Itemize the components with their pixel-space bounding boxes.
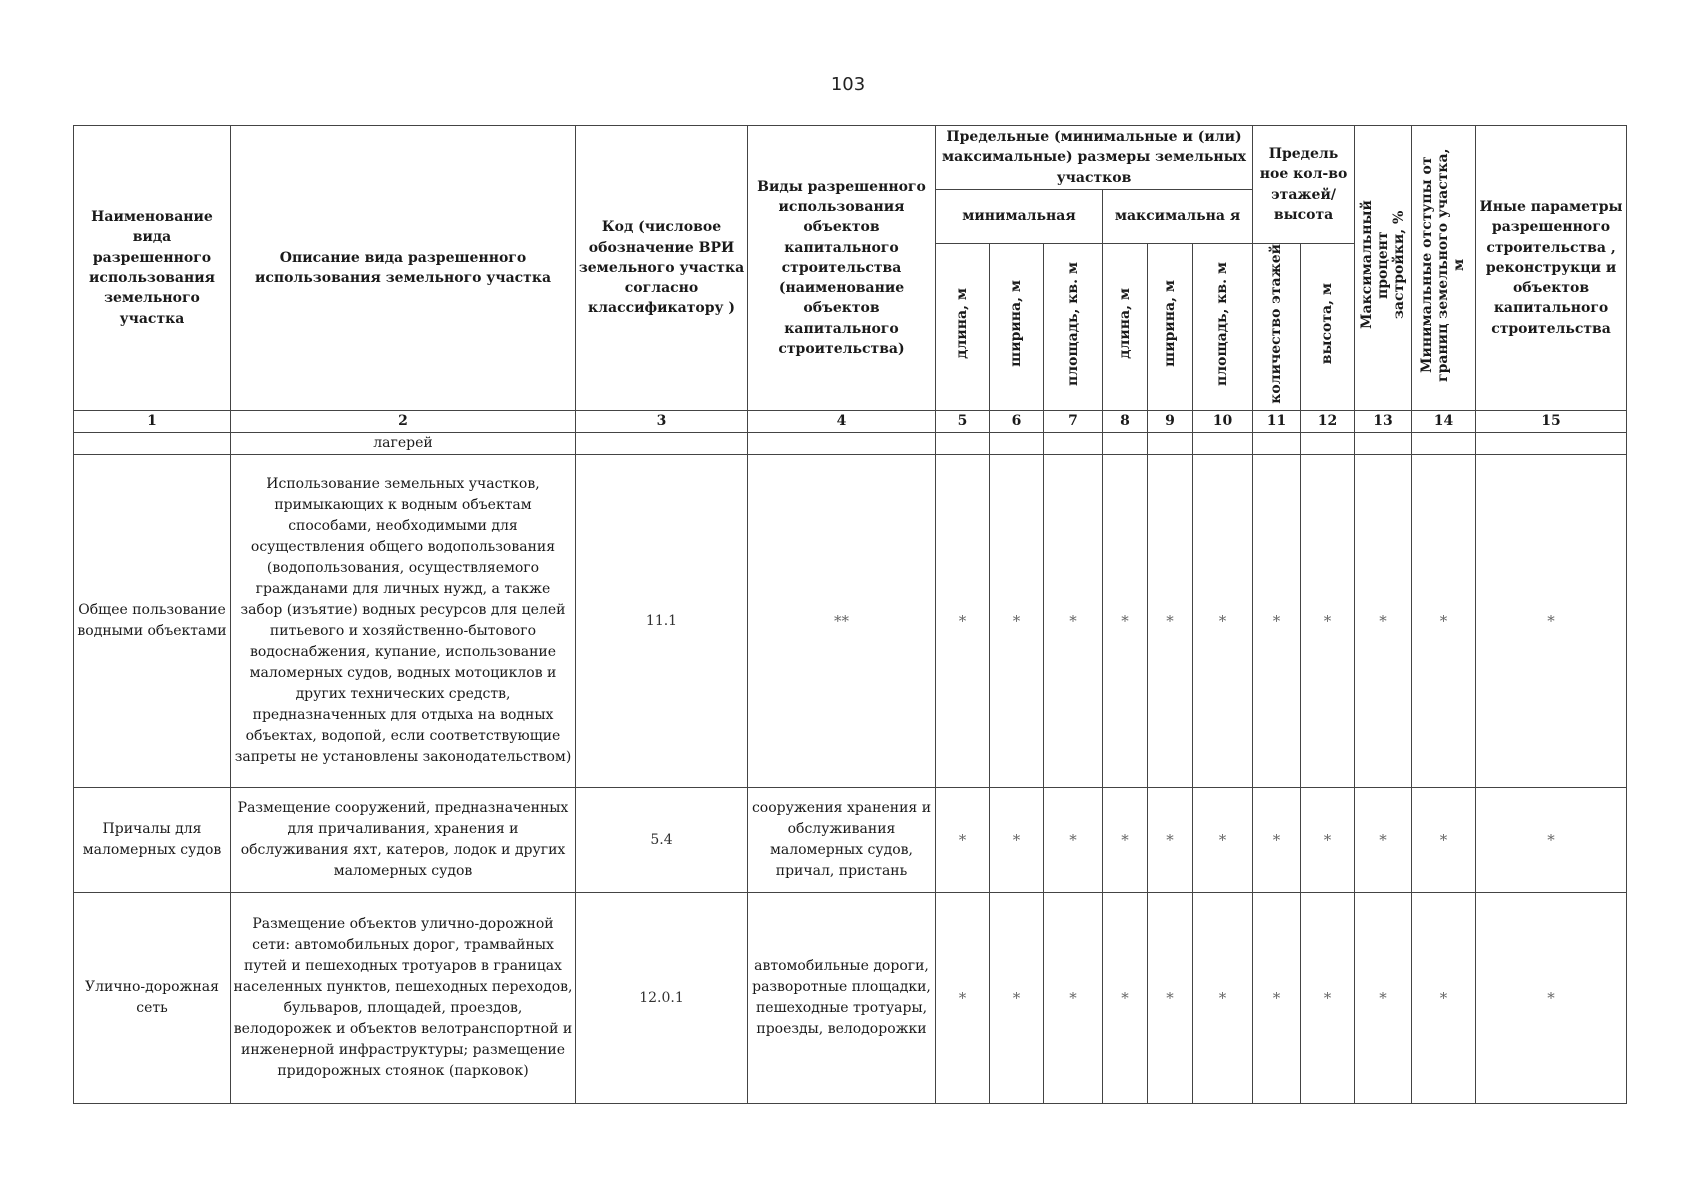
empty-cell bbox=[1193, 433, 1253, 455]
column-number: 5 bbox=[936, 411, 990, 433]
row-code: 5.4 bbox=[576, 788, 748, 893]
column-number: 7 bbox=[1044, 411, 1103, 433]
column-number: 3 bbox=[576, 411, 748, 433]
param-cell: * bbox=[1044, 455, 1103, 788]
param-cell: * bbox=[1476, 455, 1627, 788]
header-plot-size-group: Предельные (минимальные и (или) максимальные) размеры земельных участков bbox=[936, 126, 1253, 190]
continuation-row bbox=[74, 433, 1627, 455]
empty-cell bbox=[576, 433, 748, 455]
header-code: Код (числовое обозначение ВРИ земельного участка согласно классификатору ) bbox=[576, 126, 748, 411]
column-number: 12 bbox=[1301, 411, 1355, 433]
table-row bbox=[74, 788, 1627, 893]
continuation-description: лагерей bbox=[231, 433, 576, 455]
param-cell: * bbox=[1253, 788, 1301, 893]
param-cell: * bbox=[1148, 455, 1193, 788]
header-max-width-cell bbox=[1148, 244, 1193, 411]
header-max-length: длина, м bbox=[1116, 288, 1133, 360]
param-cell: * bbox=[1148, 788, 1193, 893]
param-cell: * bbox=[1044, 893, 1103, 1104]
header-max-width: ширина, м bbox=[1161, 280, 1178, 368]
row-code: 12.0.1 bbox=[576, 893, 748, 1104]
param-cell: * bbox=[990, 788, 1044, 893]
column-number: 14 bbox=[1412, 411, 1476, 433]
row-name: Общее пользование водными объектами bbox=[74, 455, 231, 788]
row-objects: сооружения хранения и обслуживания маломерных судов, причал, пристань bbox=[748, 788, 936, 893]
header-max-group: максимальна я bbox=[1103, 190, 1253, 244]
row-name: Улично-дорожная сеть bbox=[74, 893, 231, 1104]
empty-cell bbox=[936, 433, 990, 455]
header-objects: Виды разрешенного использования объектов капитального строительства (наименование объектов капитального строительства) bbox=[748, 126, 936, 411]
empty-cell bbox=[990, 433, 1044, 455]
header-max-percent-cell bbox=[1355, 126, 1412, 411]
empty-cell bbox=[1355, 433, 1412, 455]
column-number: 8 bbox=[1103, 411, 1148, 433]
header-min-setback: Минимальные отступы от границ земельного участка, м bbox=[1419, 148, 1468, 382]
param-cell: * bbox=[1355, 788, 1412, 893]
column-number: 4 bbox=[748, 411, 936, 433]
param-cell: * bbox=[1253, 455, 1301, 788]
row-objects: ** bbox=[748, 455, 936, 788]
empty-cell bbox=[748, 433, 936, 455]
header-max-percent: Максимальный процент застройки, % bbox=[1358, 200, 1408, 330]
header-name: Наименование вида разрешенного использования земельного участка bbox=[74, 126, 231, 411]
param-cell: * bbox=[1476, 788, 1627, 893]
row-description: Размещение сооружений, предназначенных для причаливания, хранения и обслуживания яхт, катеров, лодок и других маломерных судов bbox=[231, 788, 576, 893]
row-description: Использование земельных участков, примыкающих к водным объектам способами, необходимыми для осуществления общего водопользования (водопользования, осуществляемого гражданами для личных нужд, а также забор (изъятие) водных ресурсов для целей питьевого и хозяйственно-бытового водоснабжения, купание, использование маломерных судов, водных мотоциклов и других технических средств, предназначенных для отдыха на водных объектах, водопой, если соответствующие запреты не установлены законодательством) bbox=[231, 455, 576, 788]
header-min-length-cell bbox=[936, 244, 990, 411]
column-number: 2 bbox=[231, 411, 576, 433]
param-cell: * bbox=[1301, 893, 1355, 1104]
param-cell: * bbox=[1412, 788, 1476, 893]
header-max-area: площадь, кв. м bbox=[1214, 261, 1231, 386]
param-cell: * bbox=[1476, 893, 1627, 1104]
header-max-length-cell bbox=[1103, 244, 1148, 411]
column-number: 11 bbox=[1253, 411, 1301, 433]
param-cell: * bbox=[936, 893, 990, 1104]
param-cell: * bbox=[936, 455, 990, 788]
header-height: высота, м bbox=[1319, 283, 1336, 365]
header-min-width: ширина, м bbox=[1008, 280, 1025, 368]
param-cell: * bbox=[1412, 455, 1476, 788]
header-floors-count: количество этажей bbox=[1268, 244, 1285, 404]
header-other-params: Иные параметры разрешенного строительства , реконструкци и объектов капитального строительства bbox=[1476, 126, 1627, 411]
empty-cell bbox=[74, 433, 231, 455]
param-cell: * bbox=[1301, 455, 1355, 788]
param-cell: * bbox=[1301, 788, 1355, 893]
column-numbers-row bbox=[74, 411, 1627, 433]
param-cell: * bbox=[1193, 455, 1253, 788]
header-floors-count-cell bbox=[1253, 244, 1301, 411]
row-description: Размещение объектов улично-дорожной сети: автомобильных дорог, трамвайных путей и пешеходных тротуаров в границах населенных пунктов, пешеходных переходов, бульваров, площадей, проездов, велодорожек и объектов велотранспортной и инженерной инфраструктуры; размещение придорожных стоянок (парковок) bbox=[231, 893, 576, 1104]
param-cell: * bbox=[1355, 893, 1412, 1104]
column-number: 9 bbox=[1148, 411, 1193, 433]
header-height-cell bbox=[1301, 244, 1355, 411]
empty-cell bbox=[1044, 433, 1103, 455]
column-number: 6 bbox=[990, 411, 1044, 433]
param-cell: * bbox=[1103, 788, 1148, 893]
empty-cell bbox=[1412, 433, 1476, 455]
empty-cell bbox=[1476, 433, 1627, 455]
param-cell: * bbox=[1148, 893, 1193, 1104]
table-row bbox=[74, 893, 1627, 1104]
header-min-setback-cell bbox=[1412, 126, 1476, 411]
column-number: 13 bbox=[1355, 411, 1412, 433]
empty-cell bbox=[1148, 433, 1193, 455]
param-cell: * bbox=[1412, 893, 1476, 1104]
param-cell: * bbox=[1044, 788, 1103, 893]
param-cell: * bbox=[990, 455, 1044, 788]
header-floors-group: Предель ное кол-во этажей/ высота bbox=[1253, 126, 1355, 244]
param-cell: * bbox=[1193, 788, 1253, 893]
column-number: 15 bbox=[1476, 411, 1627, 433]
column-number: 10 bbox=[1193, 411, 1253, 433]
row-objects: автомобильные дороги, разворотные площадки, пешеходные тротуары, проезды, велодорожки bbox=[748, 893, 936, 1104]
param-cell: * bbox=[1355, 455, 1412, 788]
empty-cell bbox=[1253, 433, 1301, 455]
column-number: 1 bbox=[74, 411, 231, 433]
param-cell: * bbox=[1103, 893, 1148, 1104]
empty-cell bbox=[1103, 433, 1148, 455]
table-row bbox=[74, 455, 1627, 788]
zoning-table bbox=[73, 125, 1627, 1104]
param-cell: * bbox=[990, 893, 1044, 1104]
param-cell: * bbox=[936, 788, 990, 893]
empty-cell bbox=[1301, 433, 1355, 455]
param-cell: * bbox=[1193, 893, 1253, 1104]
page-number: 103 bbox=[830, 74, 866, 95]
row-name: Причалы для маломерных судов bbox=[74, 788, 231, 893]
row-code: 11.1 bbox=[576, 455, 748, 788]
header-min-length: длина, м bbox=[954, 288, 971, 360]
param-cell: * bbox=[1103, 455, 1148, 788]
header-description: Описание вида разрешенного использования земельного участка bbox=[231, 126, 576, 411]
header-max-area-cell bbox=[1193, 244, 1253, 411]
header-min-group: минимальная bbox=[936, 190, 1103, 244]
param-cell: * bbox=[1253, 893, 1301, 1104]
header-min-area-cell bbox=[1044, 244, 1103, 411]
header-min-width-cell bbox=[990, 244, 1044, 411]
header-min-area: площадь, кв. м bbox=[1064, 261, 1081, 386]
